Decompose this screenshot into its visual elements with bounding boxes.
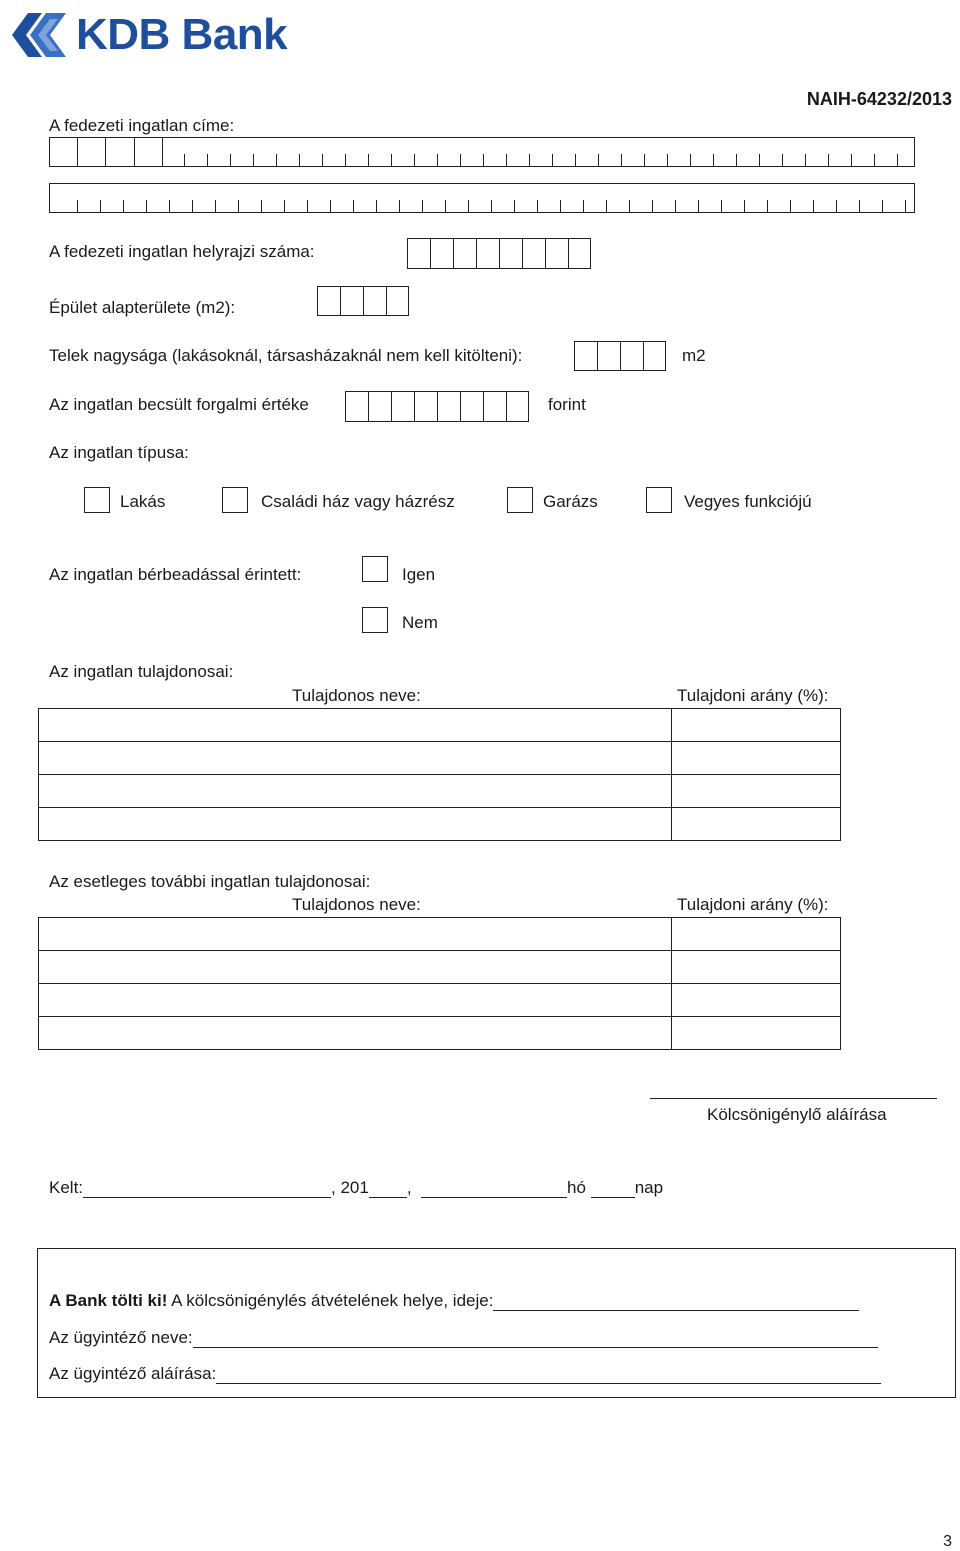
owner-name-header: Tulajdonos neve: [292,686,421,705]
type-checkbox-flat[interactable] [84,487,110,513]
owner-name-cell[interactable] [39,808,672,841]
kdb-logo-icon [8,7,70,63]
clerk-signature-label: Az ügyintéző aláírása: [49,1364,217,1383]
table-row [39,709,841,742]
type-option-flat: Lakás [120,492,166,511]
place-time-field[interactable] [493,1292,859,1311]
owner-share-cell[interactable] [672,1017,841,1050]
plot-size-field[interactable] [574,341,666,371]
date-year-field[interactable] [369,1179,407,1198]
type-checkbox-mixed[interactable] [646,487,672,513]
table-row [39,1017,841,1050]
rental-checkbox-no[interactable] [362,607,388,633]
owner-share-cell[interactable] [672,951,841,984]
bank-logo [8,6,287,64]
rental-option-no: Nem [402,613,438,632]
date-place-field[interactable] [83,1179,331,1198]
type-option-mixed: Vegyes funkciójú [684,492,812,511]
owner-share-cell[interactable] [672,808,841,841]
extra-owner-name-header: Tulajdonos neve: [292,895,421,914]
type-checkbox-garage[interactable] [507,487,533,513]
owner-share-cell[interactable] [672,742,841,775]
table-row [39,808,841,841]
bank-fill-label: A Bank tölti ki! [49,1291,168,1310]
type-option-house: Családi ház vagy házrész [261,492,455,511]
extra-owner-share-header: Tulajdoni arány (%): [677,895,829,914]
brand-name: KDB Bank [76,10,288,59]
extra-owners-label: Az esetleges további ingatlan tulajdonosai: [49,872,371,891]
bank-place-time-row [49,1291,859,1311]
clerk-name-row [49,1328,878,1348]
date-month-field[interactable] [421,1179,567,1198]
owner-name-cell[interactable] [39,709,672,742]
owner-share-cell[interactable] [672,984,841,1017]
owner-name-cell[interactable] [39,742,672,775]
clerk-name-label: Az ügyintéző neve: [49,1328,193,1347]
parcel-label: A fedezeti ingatlan helyrajzi száma: [49,242,315,261]
clerk-name-field[interactable] [193,1329,878,1348]
table-row [39,775,841,808]
parcel-field[interactable] [407,238,591,269]
extra-owners-table [38,917,841,1050]
value-label: Az ingatlan becsült forgalmi értéke [49,395,309,414]
owners-table [38,708,841,841]
date-day-field[interactable] [591,1179,635,1198]
rental-option-yes: Igen [402,565,436,584]
table-row [39,951,841,984]
signature-label: Kölcsönigénylő aláírása [707,1105,887,1124]
date-comma: , [406,1178,412,1197]
owner-share-header: Tulajdoni arány (%): [677,686,829,705]
owners-label: Az ingatlan tulajdonosai: [49,662,234,681]
date-year-prefix: , 201 [331,1178,369,1197]
owner-share-cell[interactable] [672,918,841,951]
rental-checkbox-yes[interactable] [362,556,388,582]
date-prefix: Kelt: [49,1178,84,1197]
floor-area-label: Épület alapterülete (m2): [49,298,236,317]
owner-share-cell[interactable] [672,775,841,808]
date-day-label: nap [634,1178,664,1197]
date-line [49,1178,663,1198]
table-row [39,984,841,1017]
table-row [39,742,841,775]
owner-share-cell[interactable] [672,709,841,742]
rental-label: Az ingatlan bérbeadással érintett: [49,565,302,584]
type-checkbox-house[interactable] [222,487,248,513]
address-field-2[interactable] [49,183,915,213]
page-number: 3 [943,1533,952,1550]
address-field-1[interactable] [49,137,915,167]
type-option-garage: Garázs [543,492,598,511]
address-label: A fedezeti ingatlan címe: [49,116,235,135]
owner-name-cell[interactable] [39,918,672,951]
place-time-label: A kölcsönigénylés átvételének helye, ideje: [167,1291,494,1310]
owner-name-cell[interactable] [39,951,672,984]
floor-area-field[interactable] [317,286,409,316]
clerk-signature-row [49,1364,881,1384]
owner-name-cell[interactable] [39,1017,672,1050]
owner-name-cell[interactable] [39,984,672,1017]
plot-unit: m2 [682,346,706,365]
type-label: Az ingatlan típusa: [49,443,189,462]
owner-name-cell[interactable] [39,775,672,808]
table-row [39,918,841,951]
value-field[interactable] [345,391,529,422]
plot-size-label: Telek nagysága (lakásoknál, társasházaknál nem kell kitölteni): [49,346,523,365]
value-unit: forint [548,395,586,414]
clerk-signature-field[interactable] [216,1365,881,1384]
date-month-label: hó [567,1178,586,1197]
reference-number: NAIH-64232/2013 [806,89,952,109]
bank-section [37,1248,956,1398]
signature-line[interactable] [650,1098,937,1099]
